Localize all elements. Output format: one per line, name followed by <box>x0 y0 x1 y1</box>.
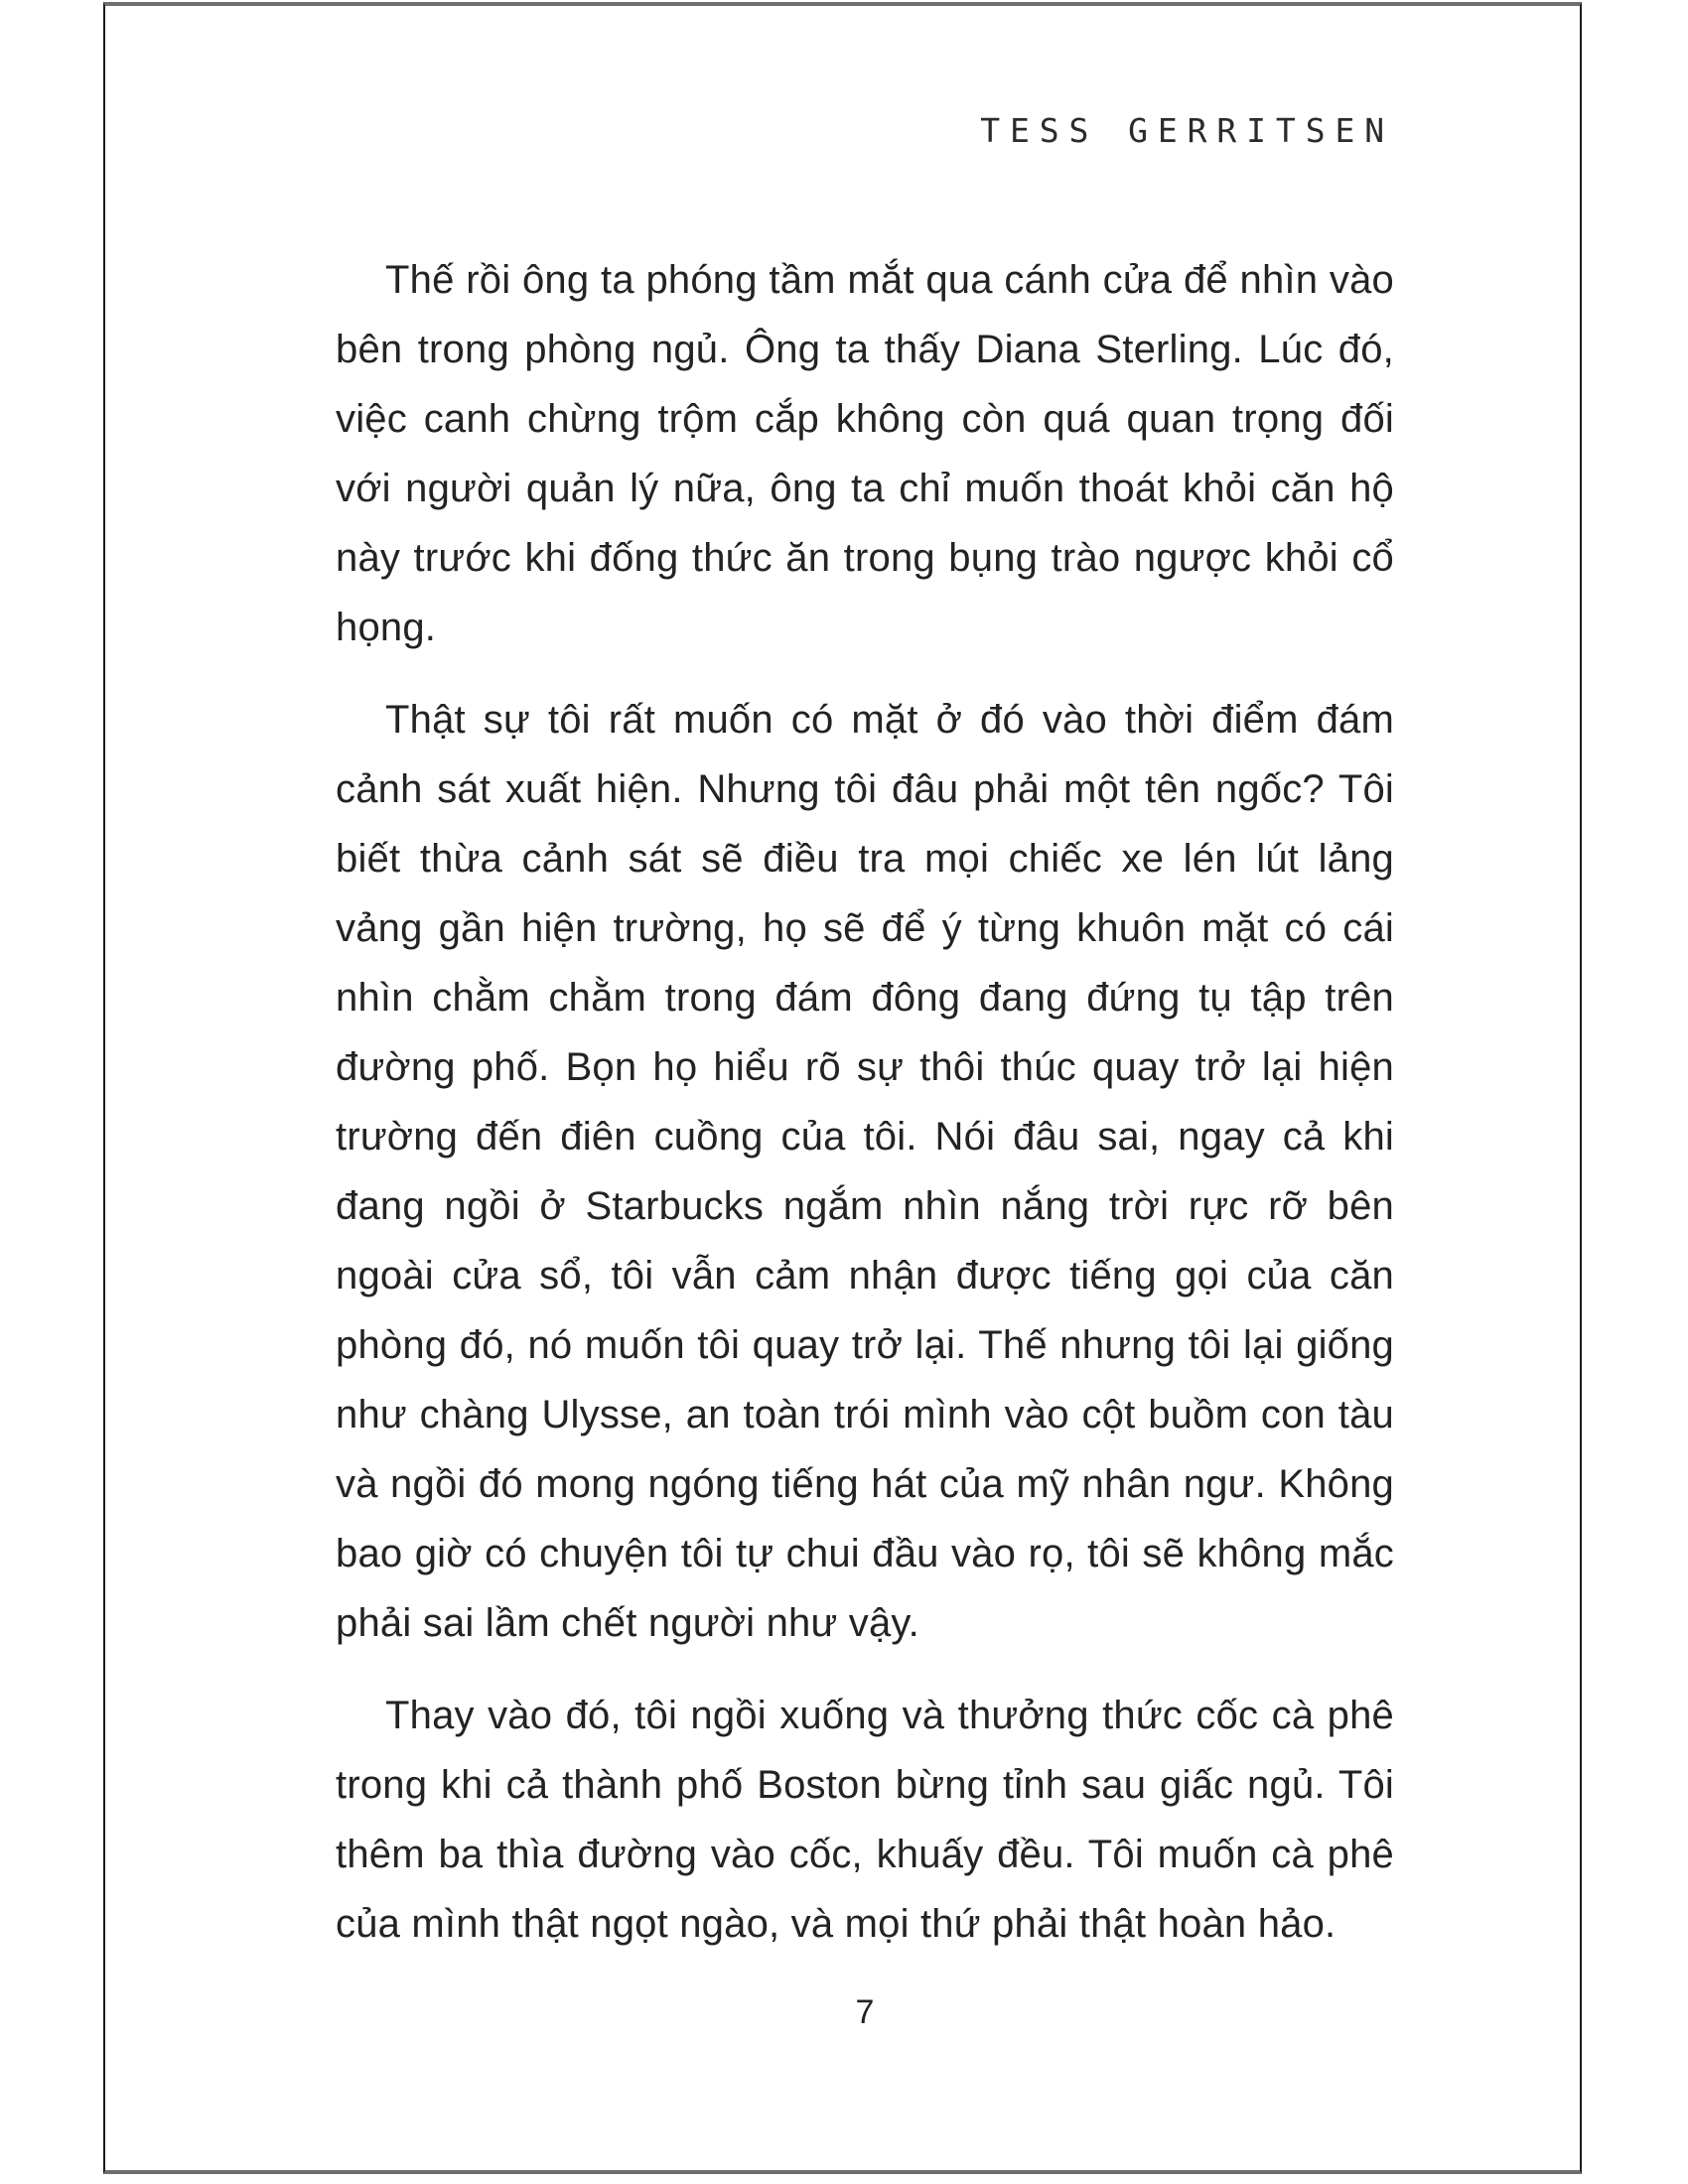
paragraph: Thế rồi ông ta phóng tầm mắt qua cánh cửa để nhìn vào bên trong phòng ngủ. Ông ta thấy Diana Sterling. Lúc đó, việc canh chừng trộm cắp không còn quá quan trọng đối với người quản lý nữa, ông ta chỉ muốn thoát khỏi căn hộ này trước khi đống thức ăn trong bụng trào ngược khỏi cổ họng. <box>336 258 1394 649</box>
paragraph: Thay vào đó, tôi ngồi xuống và thưởng thức cốc cà phê trong khi cả thành phố Boston bừng tỉnh sau giấc ngủ. Tôi thêm ba thìa đường vào cốc, khuấy đều. Tôi muốn cà phê của mình thật ngọt ngào, và mọi thứ phải thật hoàn hảo. <box>336 1694 1394 1946</box>
body-text-block <box>336 245 1394 1959</box>
paragraph: Thật sự tôi rất muốn có mặt ở đó vào thời điểm đám cảnh sát xuất hiện. Nhưng tôi đâu phải một tên ngốc? Tôi biết thừa cảnh sát sẽ điều tra mọi chiếc xe lén lút lảng vảng gần hiện trường, họ sẽ để ý từng khuôn mặt có cái nhìn chằm chằm trong đám đông đang đứng tụ tập trên đường phố. Bọn họ hiểu rõ sự thôi thúc quay trở lại hiện trường đến điên cuồng của tôi. Nói đâu sai, ngay cả khi đang ngồi ở Starbucks ngắm nhìn nắng trời rực rỡ bên ngoài cửa sổ, tôi vẫn cảm nhận được tiếng gọi của căn phòng đó, nó muốn tôi quay trở lại. Thế nhưng tôi lại giống như chàng Ulysse, an toàn trói mình vào cột buồm con tàu và ngồi đó mong ngóng tiếng hát của mỹ nhân ngư. Không bao giờ có chuyện tôi tự chui đầu vào rọ, tôi sẽ không mắc phải sai lầm chết người như vậy. <box>336 698 1394 1645</box>
page-number: 7 <box>855 1993 875 2031</box>
running-header-author: TESS GERRITSEN <box>980 111 1394 150</box>
